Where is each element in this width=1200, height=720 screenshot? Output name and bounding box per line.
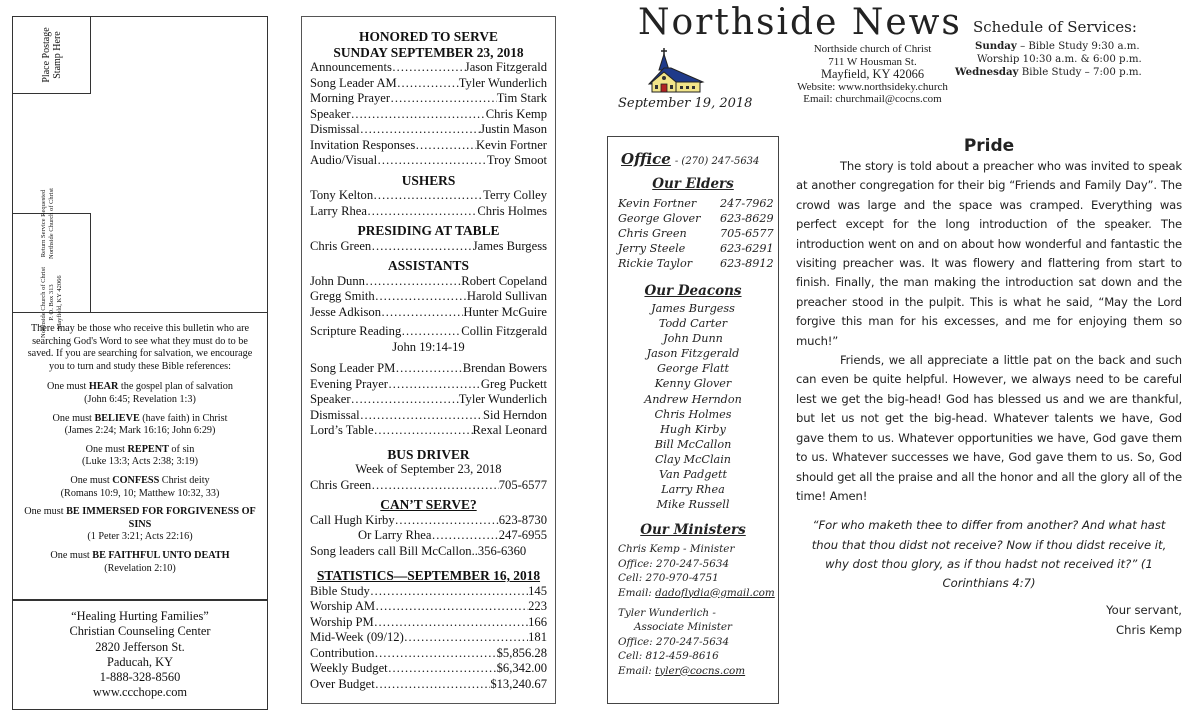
elder-name: Kevin Fortner — [618, 197, 697, 210]
duty-row — [310, 423, 547, 439]
deacon-name: Jason Fitzgerald — [646, 347, 740, 361]
stamp-line: Stamp Here — [51, 31, 63, 79]
duty-name: Tyler Wunderlich — [458, 392, 547, 406]
minister-cell: Cell: 270-970-4751 — [618, 572, 719, 585]
deacon-name: Larry Rhea — [661, 483, 725, 497]
postage-stamp-box — [13, 17, 91, 94]
email-label: Email: — [618, 586, 656, 599]
duty-label: John Dunn — [310, 273, 365, 288]
step-reference: (James 2:24; Mark 16:16; John 6:29) — [64, 425, 216, 437]
leader-dots — [388, 377, 481, 393]
bus-heading: BUS DRIVER — [387, 446, 470, 462]
stamp-text — [41, 27, 63, 82]
honored-date: SUNDAY SEPTEMBER 23, 2018 — [333, 44, 524, 60]
table-heading: PRESIDING AT TABLE — [357, 223, 500, 238]
duty-name: Rexal Leonard — [472, 423, 547, 437]
leader-dots — [370, 584, 528, 600]
duty-name: James Burgess — [472, 238, 547, 253]
duty-row — [310, 60, 547, 76]
leader-dots — [404, 630, 528, 646]
duty-row — [310, 324, 547, 340]
step-reference: (Revelation 2:10) — [104, 562, 176, 574]
leader-dots — [390, 91, 497, 107]
return-line: Northside Church of Christ — [39, 267, 47, 338]
leader-dots — [375, 677, 491, 693]
deacon-name: Kenny Glover — [654, 377, 732, 391]
assoc-minister-office: Office: 270-247-5634 — [618, 635, 730, 648]
newsletter-title: Northside News — [638, 2, 962, 43]
sunday-label: Sunday — [975, 40, 1017, 52]
duty-row — [310, 122, 547, 138]
deacon-name: Chris Holmes — [654, 407, 732, 421]
salvation-box — [12, 313, 268, 600]
office-phone: - (270) 247-5634 — [674, 156, 760, 167]
elder-name: Jerry Steele — [618, 242, 686, 255]
step-pre: One must — [24, 506, 67, 518]
duty-name: Greg Puckett — [480, 376, 547, 391]
step-line — [23, 444, 257, 457]
duty-label: Invitation Responses — [310, 137, 416, 152]
duty-name: Troy Smoot — [486, 153, 547, 167]
minister-office: Office: 270-247-5634 — [618, 557, 730, 570]
duty-label: Dismissal — [310, 407, 360, 422]
bus-driver-name: Chris Green — [310, 477, 372, 492]
minister-email-row — [618, 586, 778, 600]
step-pre: One must — [85, 443, 128, 455]
duty-name: Hunter McGuire — [463, 304, 547, 319]
step-reference: (John 6:45; Revelation 1:3) — [84, 393, 196, 405]
duty-name: $5,856.28 — [496, 645, 547, 660]
duty-name: Tim Stark — [496, 91, 547, 105]
duty-name: Kevin Fortner — [476, 137, 547, 152]
duty-name: Tyler Wunderlich — [458, 75, 547, 90]
issue-date: September 19, 2018 — [618, 96, 753, 111]
deacon-name: Hugh Kirby — [660, 422, 726, 436]
deacon-name: Clay McClain — [655, 452, 731, 466]
duty-label: Audio/Visual — [310, 153, 378, 167]
assoc-minister-email-row — [618, 664, 778, 678]
duty-row — [310, 408, 547, 424]
ushers-heading: USHERS — [401, 172, 456, 188]
wednesday-label: Wednesday — [955, 66, 1019, 78]
duty-row — [310, 107, 547, 123]
salvation-step — [23, 413, 257, 438]
duty-name: 166 — [528, 614, 547, 629]
counseling-center-box — [12, 600, 268, 710]
cant-phone: 623-8730 — [498, 512, 547, 527]
elder-phone: 623-6291 — [720, 242, 774, 255]
duty-name: Sid Herndon — [482, 407, 547, 422]
elder-row — [618, 256, 778, 271]
schedule-of-services — [955, 18, 1200, 79]
assoc-minister-title: Tyler Wunderlich - — [618, 606, 716, 619]
step-post: the gospel plan of salvation — [118, 381, 233, 393]
elder-row — [618, 211, 778, 226]
duty-label: Larry Rhea — [310, 203, 367, 218]
leader-dots — [360, 122, 480, 138]
step-line — [23, 506, 257, 531]
duty-label: Chris Green — [310, 238, 372, 253]
leader-dots — [388, 661, 497, 677]
elder-phone: 623-8629 — [720, 212, 774, 225]
duty-row — [310, 377, 547, 393]
step-reference: (Luke 13:3; Acts 2:38; 3:19) — [81, 456, 198, 468]
step-post: of sin — [168, 443, 195, 455]
duty-name: Collin Fitzgerald — [461, 324, 547, 338]
salvation-intro: There may be those who receive this bulletin who are searching God's Word to see what they must do to be saved. If you are searching for salvation, we encourage you to turn and study these Bible references: — [27, 323, 253, 372]
cant-label: Call Hugh Kirby — [310, 512, 395, 527]
step-line — [23, 381, 257, 394]
step-action: REPENT — [127, 443, 169, 455]
step-action: BE FAITHFUL UNTO DEATH — [92, 549, 230, 561]
step-pre: One must — [70, 474, 113, 486]
counseling-tagline: “Healing Hurting Families” — [71, 609, 209, 623]
leader-dots — [374, 646, 496, 662]
duty-name: Justin Mason — [480, 122, 547, 136]
assistants-list — [310, 274, 547, 321]
church-street: 711 W Housman St. — [828, 55, 917, 68]
duty-row — [310, 204, 547, 220]
duty-label: Worship PM — [310, 614, 374, 629]
duty-label: Bible Study — [310, 583, 370, 598]
duty-label: Morning Prayer — [310, 91, 391, 105]
statistics-list — [310, 584, 547, 693]
duty-row — [310, 305, 547, 321]
duty-row — [310, 361, 547, 377]
duty-row — [310, 274, 547, 290]
duty-label: Gregg Smith — [310, 289, 375, 303]
cant-row — [310, 513, 547, 529]
church-address — [770, 43, 975, 106]
duty-row — [310, 677, 547, 693]
duty-row — [310, 91, 547, 107]
deacon-name: Mike Russell — [656, 498, 730, 512]
salvation-step — [23, 550, 257, 575]
office-panel — [607, 136, 779, 704]
deacon-name: Van Padgett — [658, 468, 728, 482]
church-icon — [645, 48, 707, 94]
leader-dots — [365, 274, 461, 290]
duty-row — [310, 646, 547, 662]
table-list — [310, 239, 547, 255]
salvation-steps — [23, 381, 257, 575]
church-website[interactable]: Website: www.northsideky.church — [797, 80, 948, 93]
schedule-worship: Worship 10:30 a.m. & 6:00 p.m. — [977, 54, 1142, 65]
step-action: BELIEVE — [94, 412, 140, 424]
return-service-line: Return Service Requested — [39, 189, 47, 258]
leader-dots — [374, 423, 473, 439]
sunday-text: – Bible Study 9:30 a.m. — [1016, 41, 1140, 52]
deacons-list — [608, 301, 778, 512]
article-paragraph: Friends, we all appreciate a little pat on the back and such can even be quite helpful. However, we always need to be careful lest we get the big-head! God has blessed us and we are thankful, but let us not get the big-head. Whatever talents we have, God gave them to us. Whatever opportunities we have, God gave them to us. Whatever successes we have, God gave them to us. So, God should get all the praise and all the honor and all the glory all of the time! Amen! — [796, 353, 1182, 503]
elder-name: George Glover — [618, 212, 701, 225]
duty-label: Song Leader AM — [310, 75, 397, 90]
elder-name: Rickie Taylor — [618, 257, 693, 270]
elder-row — [618, 241, 778, 256]
bus-week: Week of September 23, 2018 — [355, 462, 502, 476]
deacon-name: Andrew Herndon — [644, 392, 742, 406]
duty-row — [310, 392, 547, 408]
church-name: Northside church of Christ — [813, 43, 932, 55]
deacon-name: Bill McCallon — [654, 437, 732, 451]
cant-label: Or Larry Rhea — [358, 528, 432, 542]
wednesday-text: Bible Study – 7:00 p.m. — [1018, 67, 1142, 78]
schedule-title: Schedule of Services: — [973, 18, 1137, 36]
duty-name: $13,240.67 — [490, 676, 547, 691]
duty-name: Jason Fitzgerald — [464, 60, 547, 74]
duty-label: Speaker — [310, 106, 351, 121]
duty-row — [310, 661, 547, 677]
duty-row — [310, 188, 547, 204]
duty-row — [310, 289, 547, 305]
deacon-name: John Dunn — [663, 332, 723, 346]
duty-row — [310, 239, 547, 255]
step-action: CONFESS — [112, 474, 160, 486]
article-title: Pride — [963, 136, 1015, 156]
deacon-name: James Burgess — [651, 302, 735, 315]
duty-row — [310, 153, 547, 169]
duty-row — [310, 599, 547, 615]
duty-label: Song Leader PM — [310, 361, 396, 375]
assoc-minister-role: Associate Minister — [634, 621, 732, 634]
duty-label: Dismissal — [310, 122, 360, 136]
deacons-heading: Our Deacons — [644, 283, 742, 299]
scripture-quote: “For who maketh thee to differ from another? And what hast thou that thou didst not receive? Now if thou didst receive it, why dost thou glory, as if thou hadst not received it?” (1 Corinthians 4:7) — [811, 518, 1167, 590]
elder-row — [618, 226, 778, 241]
step-action: BE IMMERSED FOR FORGIVENESS OF SINS — [66, 506, 256, 530]
counseling-name: Christian Counseling Center — [69, 624, 211, 639]
step-pre: One must — [52, 412, 95, 424]
duty-name: $6,342.00 — [496, 661, 547, 675]
bus-driver-phone: 705-6577 — [498, 477, 547, 492]
duty-label: Weekly Budget — [310, 661, 388, 675]
office-header — [621, 150, 778, 168]
bus-row — [310, 478, 547, 494]
office-label: Office — [621, 150, 671, 168]
step-line — [23, 413, 257, 426]
minister-email-link[interactable]: dadoflydia@gmail.com — [655, 586, 775, 599]
leader-dots — [371, 239, 473, 255]
leader-dots — [351, 107, 486, 123]
step-line — [23, 550, 257, 563]
cant-row — [310, 528, 547, 544]
leader-dots — [392, 60, 465, 76]
elder-phone: 623-8912 — [720, 257, 774, 270]
leader-dots — [377, 153, 487, 169]
schedule-wednesday — [955, 66, 1200, 79]
step-pre: One must — [47, 381, 89, 393]
step-post: (have faith) in Christ — [139, 412, 228, 424]
duty-row — [310, 630, 547, 646]
leader-dots — [415, 138, 476, 154]
duty-row — [310, 138, 547, 154]
duty-label: Tony Kelton — [310, 188, 374, 202]
duty-label: Announcements — [310, 60, 392, 74]
elder-phone: 247-7962 — [720, 197, 774, 210]
duty-name: Harold Sullivan — [466, 289, 547, 303]
pm-duties — [310, 361, 547, 439]
statistics-heading: STATISTICS—SEPTEMBER 16, 2018 — [316, 568, 541, 583]
step-reference: (1 Peter 3:21; Acts 22:16) — [87, 531, 193, 543]
leader-dots — [351, 392, 459, 408]
deacon-name: George Flatt — [657, 362, 729, 376]
assoc-minister-cell: Cell: 812-459-8616 — [618, 650, 719, 663]
honored-title: HONORED TO SERVE — [359, 29, 498, 44]
church-email[interactable]: Email: churchmail@cocns.com — [803, 93, 942, 106]
article — [796, 136, 1182, 640]
leader-dots — [397, 76, 459, 92]
signoff — [796, 601, 1182, 640]
step-line — [23, 475, 257, 488]
song-leaders-note: Song leaders call Bill McCallon..356-6360 — [310, 543, 527, 558]
salvation-step — [23, 444, 257, 469]
duty-name: Chris Kemp — [485, 106, 547, 121]
am-duties — [310, 60, 547, 169]
elder-name: Chris Green — [618, 227, 687, 240]
elders-list — [618, 196, 778, 271]
minister-title: Chris Kemp - Minister — [618, 543, 735, 556]
return-line: Mayfield, KY 42066 — [55, 275, 63, 330]
cant-phone: 247-6955 — [498, 528, 547, 542]
duty-label: Lord’s Table — [310, 423, 374, 437]
honored-to-serve-panel — [301, 16, 556, 704]
step-reference: (Romans 10:9, 10; Matthew 10:32, 33) — [60, 487, 220, 499]
deacon-name: Todd Carter — [658, 317, 728, 331]
duty-label: Over Budget — [310, 676, 375, 691]
leader-dots — [395, 361, 462, 377]
leader-dots — [360, 408, 483, 424]
ministers-heading: Our Ministers — [640, 522, 746, 539]
duty-label: Jesse Adkison — [310, 304, 382, 319]
mailing-panel — [12, 16, 268, 338]
counseling-website[interactable]: www.ccchope.com — [92, 685, 188, 700]
elders-heading: Our Elders — [652, 176, 734, 192]
duty-name: 223 — [528, 599, 547, 613]
ushers-list — [310, 188, 547, 219]
salvation-step — [23, 475, 257, 500]
email-label: Email: — [618, 664, 656, 677]
step-pre: One must — [50, 549, 93, 561]
leader-dots — [375, 599, 528, 615]
duty-name: Terry Colley — [483, 188, 547, 202]
leader-dots — [375, 289, 467, 305]
duty-label: Contribution — [310, 645, 375, 660]
signature: Chris Kemp — [1116, 622, 1182, 637]
duty-name: 181 — [528, 630, 547, 644]
ministers-list — [618, 542, 778, 678]
duty-label: Evening Prayer — [310, 376, 388, 391]
article-paragraph: The story is told about a preacher who was invited to speak at another congregation for their big “Friends and Family Day”. The crowd was large and the space was cramped. Everything was perfect except for the long introduction of the speaker. The introduction went on and on about how wonderful and fantastic the visiting preacher was. It was flowery and flattering from start to finish. Finally, the man making the introduction sat down and the preacher stood in the pulpit. This is what he said, “May the Lord forgive this man for his excesses, and me for enjoying them so much!” — [796, 159, 1182, 348]
stamp-line: Place Postage — [40, 27, 52, 83]
counseling-city: Paducah, KY — [106, 654, 174, 669]
step-action: HEAR — [88, 381, 119, 393]
closing: Your servant, — [1106, 603, 1182, 618]
leader-dots — [373, 188, 483, 204]
salvation-step — [23, 506, 257, 544]
counseling-street: 2820 Jefferson St. — [95, 639, 185, 654]
counseling-phone: 1-888-328-8560 — [99, 670, 181, 685]
step-post: Christ deity — [159, 474, 210, 486]
duty-name: Brendan Bowers — [462, 361, 547, 375]
duty-row — [310, 76, 547, 92]
return-line: P. O. Box 313 — [47, 284, 55, 321]
leader-dots — [367, 204, 477, 220]
duty-row — [310, 615, 547, 631]
duty-name: Robert Copeland — [461, 273, 547, 288]
elder-row — [618, 196, 778, 211]
scripture-text: John 19:14-19 — [392, 339, 465, 354]
duty-name: Chris Holmes — [477, 203, 547, 218]
duty-name: 145 — [528, 583, 547, 598]
leader-dots — [381, 305, 463, 321]
cant-serve-heading: CAN’T SERVE? — [380, 497, 477, 512]
church-city: Mayfield, KY 42066 — [820, 67, 925, 82]
duty-row — [310, 584, 547, 600]
return-address-box — [13, 188, 91, 338]
leader-dots — [374, 615, 528, 631]
duty-label: Speaker — [310, 392, 351, 406]
duty-label: Mid-Week (09/12) — [310, 630, 404, 644]
return-service-line: Northside Church of Christ — [47, 188, 55, 259]
duty-label: Scripture Reading — [310, 324, 402, 338]
assoc-minister-email-link[interactable]: tyler@cocns.com — [655, 664, 746, 677]
elder-phone: 705-6577 — [720, 227, 774, 240]
salvation-step — [23, 381, 257, 406]
duty-label: Worship AM — [310, 599, 376, 613]
assistants-heading: ASSISTANTS — [388, 258, 469, 273]
schedule-sunday — [975, 40, 1200, 53]
